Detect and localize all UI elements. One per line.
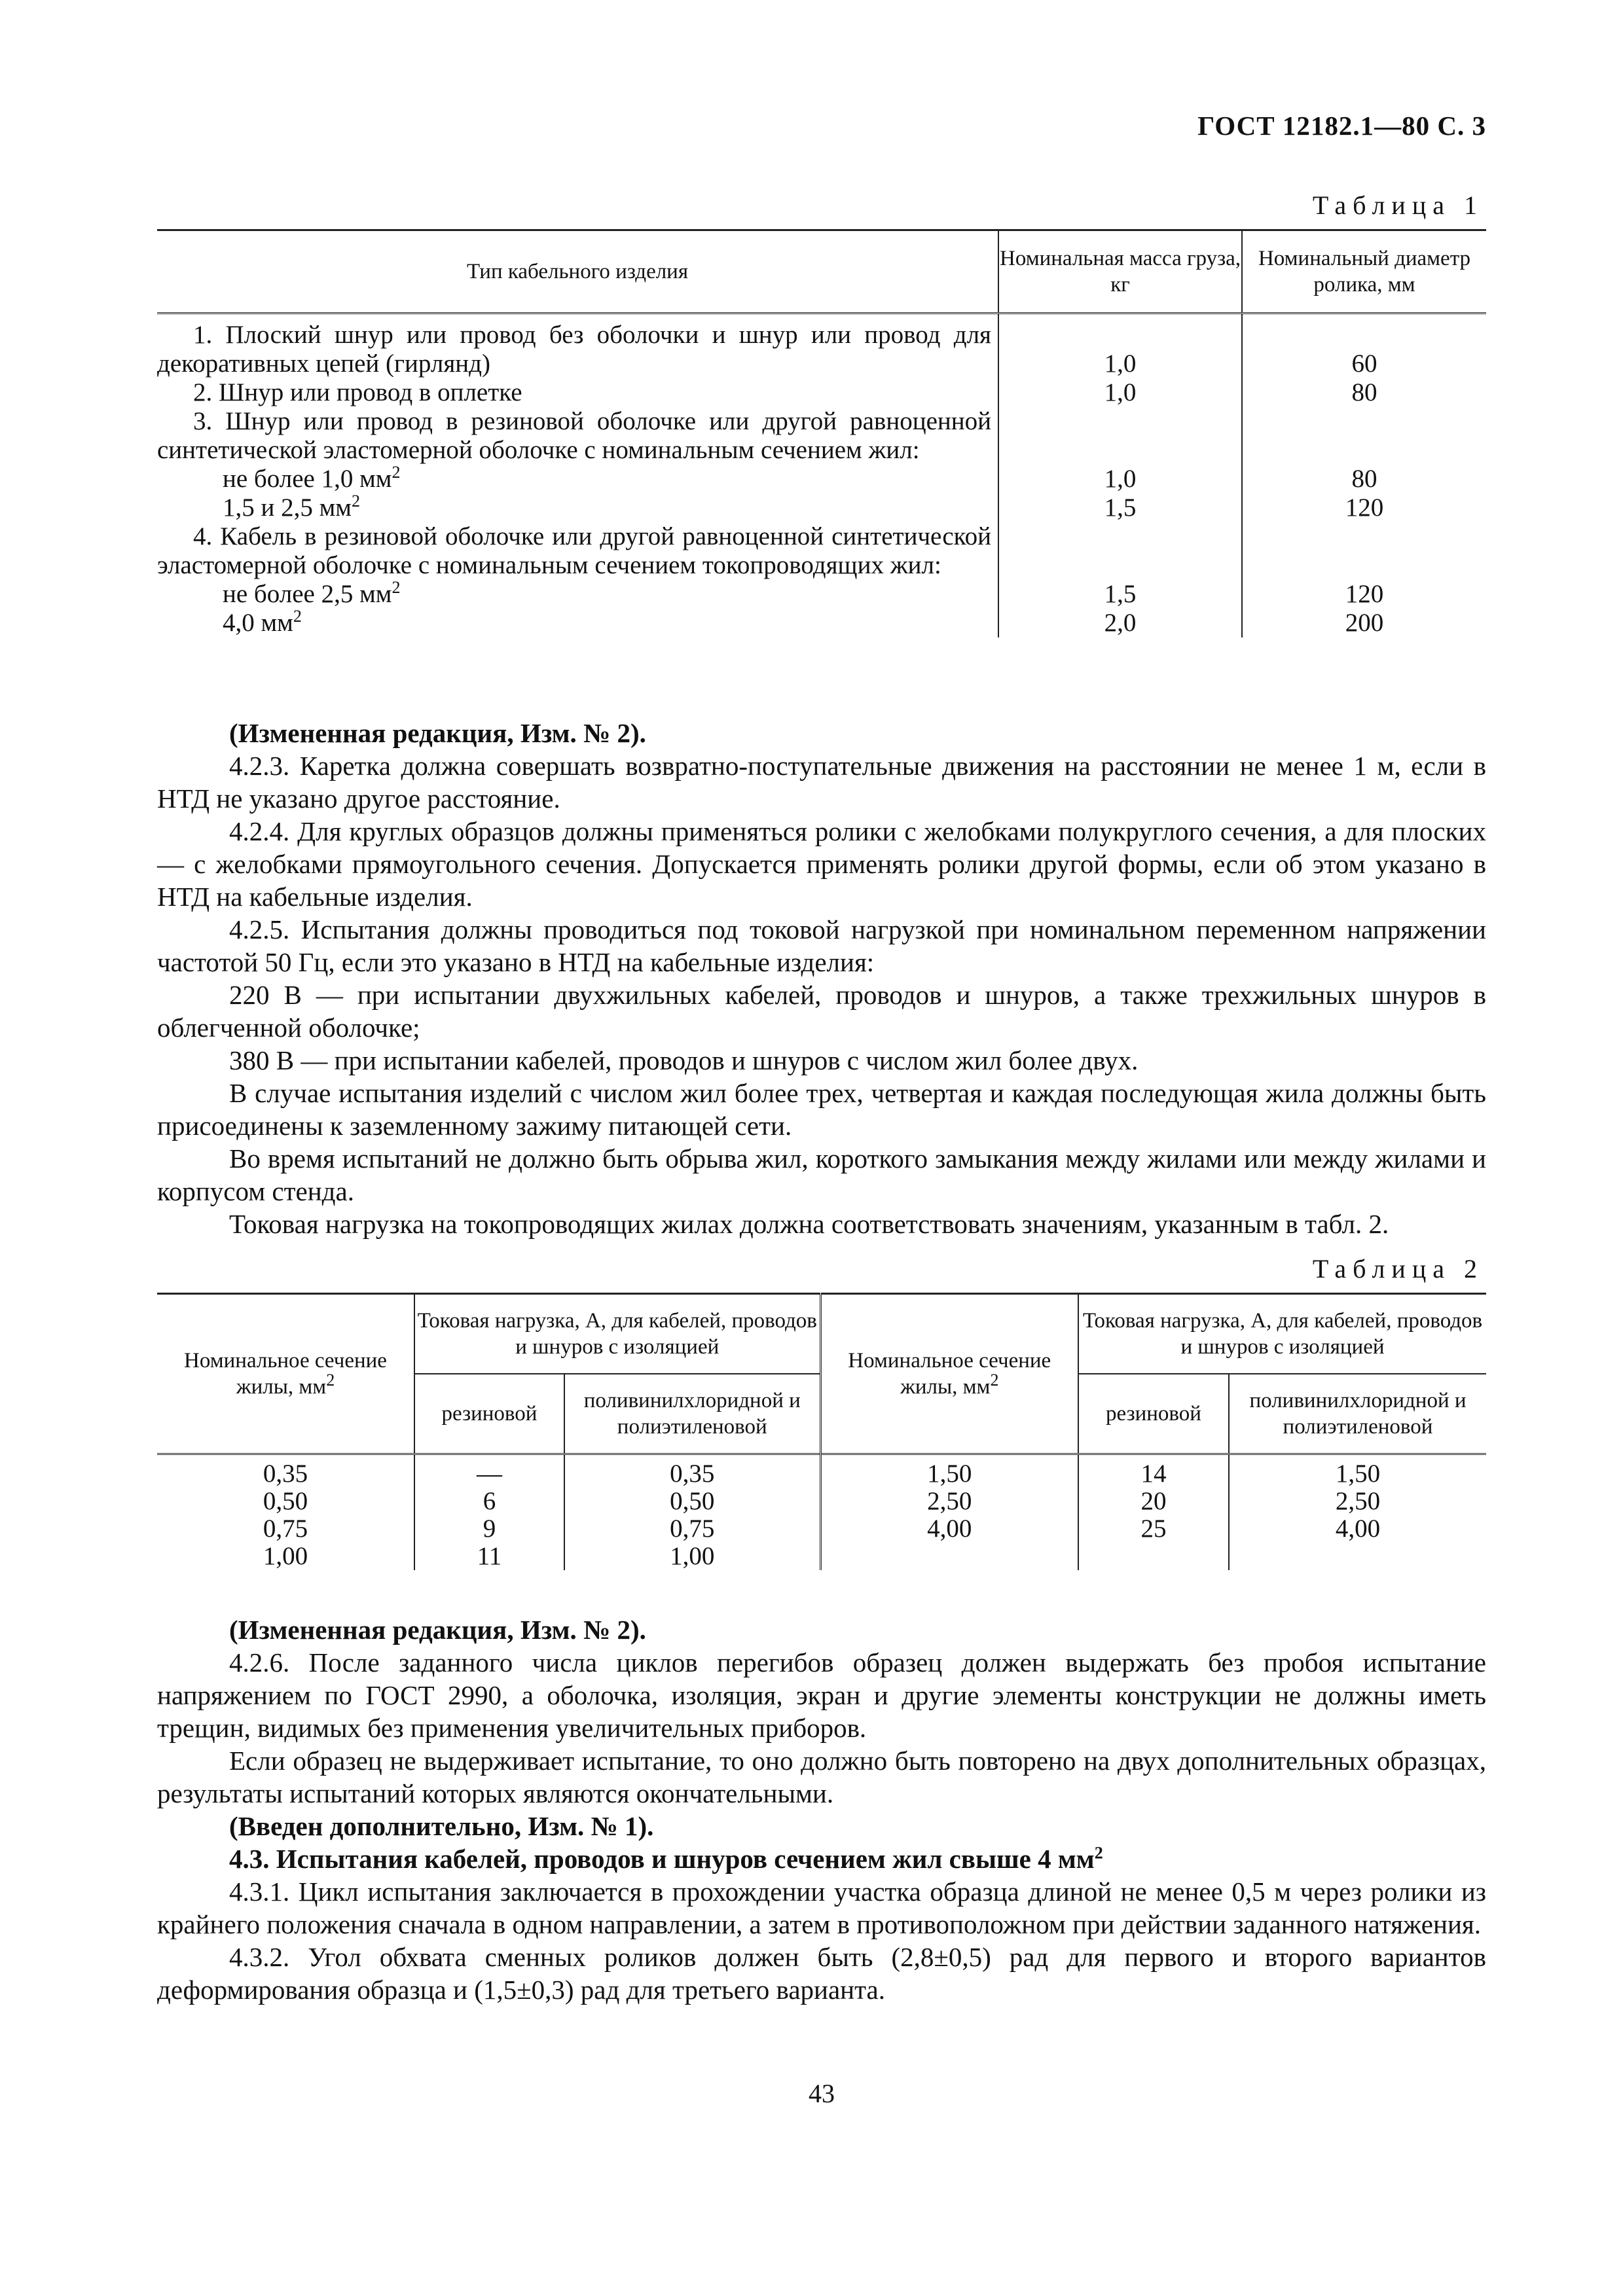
table-row bbox=[157, 1454, 1486, 1571]
table-row bbox=[157, 493, 1486, 522]
table2-header-section: Номинальное сечение жилы, $мм^2$ bbox=[820, 1294, 1078, 1454]
table1 bbox=[157, 229, 1486, 637]
paragraph: Токовая нагрузка на токопроводящих жилах должна соответствовать значениям, указанным в табл. 2. bbox=[229, 1209, 1389, 1239]
paragraph: 220 В — при испытании двухжильных кабелей, проводов и шнуров, а также трехжильных шнуров в облегченной оболочке; bbox=[157, 980, 1486, 1043]
paragraph: 4.2.6. После заданного числа циклов перегибов образец должен выдержать без пробоя испытание напряжением по ГОСТ 2990, а оболочка, изоляция, экран и другие элементы конструкции не должны иметь трещин, видимых без применения увеличительных приборов. bbox=[157, 1647, 1486, 1743]
table1-cell-diameter: 80 bbox=[1242, 378, 1486, 407]
table2-cell: 14 20 25 bbox=[1078, 1454, 1229, 1571]
table2-header-rubber: резиновой bbox=[414, 1374, 564, 1454]
table2-header-pvc: поливинилхлоридной и полиэтиленовой bbox=[1229, 1374, 1486, 1454]
table1-cell-type: 1. Плоский шнур или провод без оболочки и шнур или провод для декоративных цепей (гирлянд) bbox=[157, 321, 991, 378]
table1-cell-mass: 1,0 bbox=[998, 378, 1242, 407]
table1-cell-diameter bbox=[1242, 407, 1486, 465]
amendment-note: (Введен дополнительно, Изм. № 1). bbox=[229, 1811, 654, 1841]
table2-cell: 0,35 0,50 0,75 1,00 bbox=[564, 1454, 820, 1571]
table2-header-rubber: резиновой bbox=[1078, 1374, 1229, 1454]
table-row bbox=[157, 522, 1486, 580]
table1-cell-diameter bbox=[1242, 522, 1486, 580]
table-row bbox=[157, 378, 1486, 407]
paragraph: 4.2.3. Каретка должна совершать возвратно-поступательные движения на расстоянии не менее 1 м, если в НТД не указано другое расстояние. bbox=[157, 751, 1486, 814]
table1-cell-diameter: 80 bbox=[1242, 465, 1486, 493]
paragraph: 4.3.1. Цикл испытания заключается в прохождении участка образца длиной не менее 0,5 м через ролики из крайнего положения сначала в одном направлении, а затем в противоположном при действии заданного натяжения. bbox=[157, 1876, 1486, 1939]
table2-header-load: Токовая нагрузка, А, для кабелей, проводов и шнуров с изоляцией bbox=[1078, 1294, 1486, 1374]
table-row bbox=[157, 314, 1486, 379]
table-row bbox=[157, 407, 1486, 465]
table1-cell-mass: 1,5 bbox=[998, 580, 1242, 609]
table1-cell-mass bbox=[998, 522, 1242, 580]
table2 bbox=[157, 1293, 1486, 1570]
paragraph: Если образец не выдерживает испытание, то оно должно быть повторено на двух дополнительных образцах, результаты испытаний которых являются окончательными. bbox=[157, 1746, 1486, 1808]
table2-header-load: Токовая нагрузка, А, для кабелей, проводов и шнуров с изоляцией bbox=[414, 1294, 820, 1374]
table1-cell-type: 2. Шнур или провод в оплетке bbox=[193, 378, 522, 406]
body-text-1 bbox=[157, 717, 1486, 1240]
table1-cell-diameter: 120 bbox=[1242, 580, 1486, 609]
table1-cell-mass bbox=[998, 407, 1242, 465]
table1-header-mass: Номинальная масса груза, кг bbox=[998, 230, 1242, 314]
table2-header-pvc: поливинилхлоридной и полиэтиленовой bbox=[564, 1374, 820, 1454]
table2-cell: 1,50 2,50 4,00 bbox=[1229, 1454, 1486, 1571]
table1-header-type: Тип кабельного изделия bbox=[157, 230, 998, 314]
table-row bbox=[157, 580, 1486, 609]
page-number: 43 bbox=[809, 2079, 835, 2108]
table1-cell-diameter: 60 bbox=[1242, 314, 1486, 379]
paragraph: Во время испытаний не должно быть обрыва жил, короткого замыкания между жилами или между жилами и корпусом стенда. bbox=[157, 1143, 1486, 1206]
section-heading: 4.3. Испытания кабелей, проводов и шнуров сечением жил свыше 4 $мм^2$ bbox=[229, 1843, 1103, 1874]
table1-cell-mass: 1,5 bbox=[998, 493, 1242, 522]
table1-cell-mass: 1,0 bbox=[998, 465, 1242, 493]
table-row bbox=[157, 609, 1486, 637]
table-row bbox=[157, 465, 1486, 493]
table1-cell-type: не более 1,0 $мм^2$ bbox=[223, 463, 401, 493]
table2-cell: — 6 9 11 bbox=[414, 1454, 564, 1571]
paragraph: В случае испытания изделий с числом жил более трех, четвертая и каждая последующая жила должны быть присоединены к заземленному зажиму питающей сети. bbox=[157, 1078, 1486, 1141]
table1-cell-type: 3. Шнур или провод в резиновой оболочке или другой равноценной синтетической эластомерной оболочке с номинальным сечением жил: bbox=[157, 407, 991, 464]
table2-cell: 1,50 2,50 4,00 bbox=[820, 1454, 1078, 1571]
page-header: ГОСТ 12182.1—80 С. 3 bbox=[1197, 111, 1486, 141]
table1-cell-type: 4. Кабель в резиновой оболочке или другой равноценной синтетической эластомерной оболочке с номинальным сечением токопроводящих жил: bbox=[157, 522, 991, 579]
table1-cell-type: не более 2,5 $мм^2$ bbox=[223, 578, 401, 608]
table1-cell-type: 1,5 и 2,5 $мм^2$ bbox=[223, 492, 360, 522]
amendment-note: (Измененная редакция, Изм. № 2). bbox=[229, 718, 646, 748]
table1-header-diameter: Номинальный диаметр ролика, мм bbox=[1242, 230, 1486, 314]
table2-cell: 0,35 0,50 0,75 1,00 bbox=[157, 1454, 414, 1571]
paragraph: 4.2.4. Для круглых образцов должны применяться ролики с желобками полукруглого сечения, а для плоских — с желобками прямоугольного сечения. Допускается применять ролики другой формы, если об этом указано в НТД на кабельные изделия. bbox=[157, 816, 1486, 912]
table2-caption: Таблица 2 bbox=[1312, 1254, 1484, 1283]
paragraph: 4.2.5. Испытания должны проводиться под токовой нагрузкой при номинальном переменном напряжении частотой 50 Гц, если это указано в НТД на кабельные изделия: bbox=[157, 914, 1486, 977]
body-text-2 bbox=[157, 1613, 1486, 2006]
table2-header-section: Номинальное сечение жилы, $мм^2$ bbox=[157, 1294, 414, 1454]
table1-cell-mass: 2,0 bbox=[998, 609, 1242, 637]
paragraph: 4.3.2. Угол обхвата сменных роликов должен быть (2,8±0,5) рад для первого и второго вариантов деформирования образца и (1,5±0,3) рад для третьего варианта. bbox=[157, 1942, 1486, 2005]
paragraph: 380 В — при испытании кабелей, проводов и шнуров с числом жил более двух. bbox=[229, 1045, 1139, 1075]
table1-cell-mass: 1,0 bbox=[998, 314, 1242, 379]
table1-cell-type: 4,0 $мм^2$ bbox=[223, 607, 302, 637]
table1-cell-diameter: 120 bbox=[1242, 493, 1486, 522]
amendment-note: (Измененная редакция, Изм. № 2). bbox=[229, 1615, 646, 1645]
table1-cell-diameter: 200 bbox=[1242, 609, 1486, 637]
table1-caption: Таблица 1 bbox=[1312, 190, 1484, 220]
